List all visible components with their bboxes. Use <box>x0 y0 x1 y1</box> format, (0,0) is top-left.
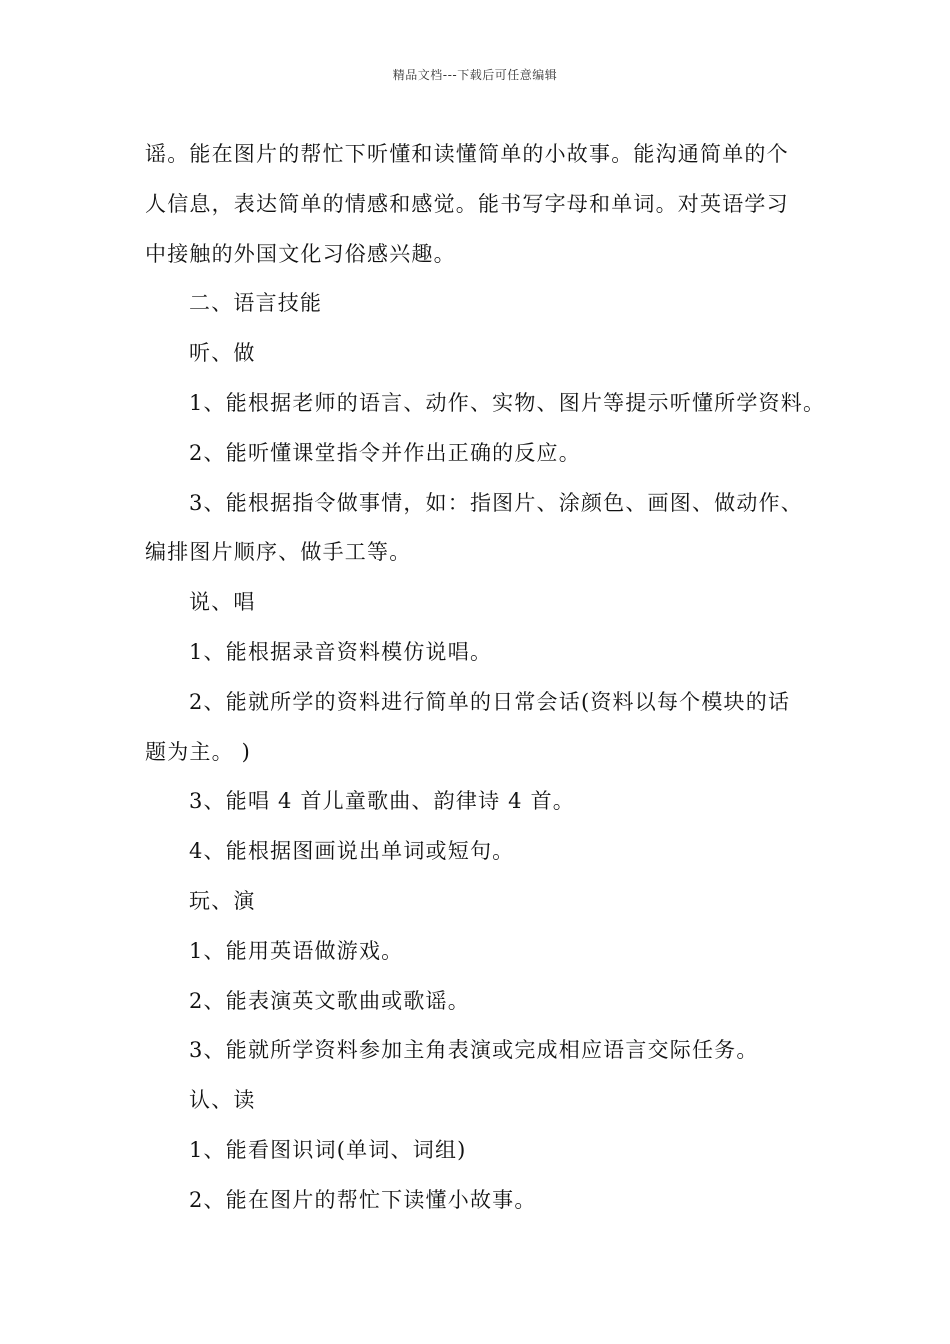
list-item: 2、能表演英文歌曲或歌谣。 <box>189 988 470 1013</box>
list-item: 2、能听懂课堂指令并作出正确的反应。 <box>189 440 581 465</box>
paragraph-line: 谣。能在图片的帮忙下听懂和读懂简单的小故事。能沟通简单的个 <box>145 142 789 166</box>
paragraph-line: 人信息，表达简单的情感和感觉。能书写字母和单词。对英语学习 <box>145 191 789 216</box>
section-heading: 二、语言技能 <box>189 291 323 316</box>
list-item: 1、能根据录音资料模仿说唱。 <box>189 639 493 664</box>
list-item-continuation: 题为主。 ) <box>145 739 252 764</box>
subsection-heading: 说、唱 <box>189 590 256 615</box>
document-body <box>145 130 825 1226</box>
subsection-heading: 玩、演 <box>189 888 256 913</box>
subsection-heading: 听、做 <box>189 341 256 366</box>
list-item-continuation: 编排图片顺序、做手工等。 <box>145 540 412 565</box>
list-item: 2、能就所学的资料进行简单的日常会话(资料以每个模块的话 <box>189 689 791 714</box>
list-item: 4、能根据图画说出单词或短句。 <box>189 839 515 864</box>
list-item: 1、能用英语做游戏。 <box>189 938 404 963</box>
list-item: 3、能根据指令做事情，如：指图片、涂颜色、画图、做动作、 <box>189 490 803 515</box>
list-item: 1、能看图识词(单词、词组) <box>189 1137 467 1162</box>
paragraph-line: 中接触的外国文化习俗感兴趣。 <box>145 241 456 266</box>
subsection-heading: 认、读 <box>189 1088 256 1113</box>
list-item: 3、能唱 4 首儿童歌曲、韵律诗 4 首。 <box>189 789 575 814</box>
page-header: 精品文档---下载后可任意编辑 <box>392 68 558 82</box>
list-item: 2、能在图片的帮忙下读懂小故事。 <box>189 1187 537 1212</box>
list-item: 3、能就所学资料参加主角表演或完成相应语言交际任务。 <box>189 1038 759 1063</box>
list-item: 1、能根据老师的语言、动作、实物、图片等提示听懂所学资料。 <box>189 390 826 415</box>
